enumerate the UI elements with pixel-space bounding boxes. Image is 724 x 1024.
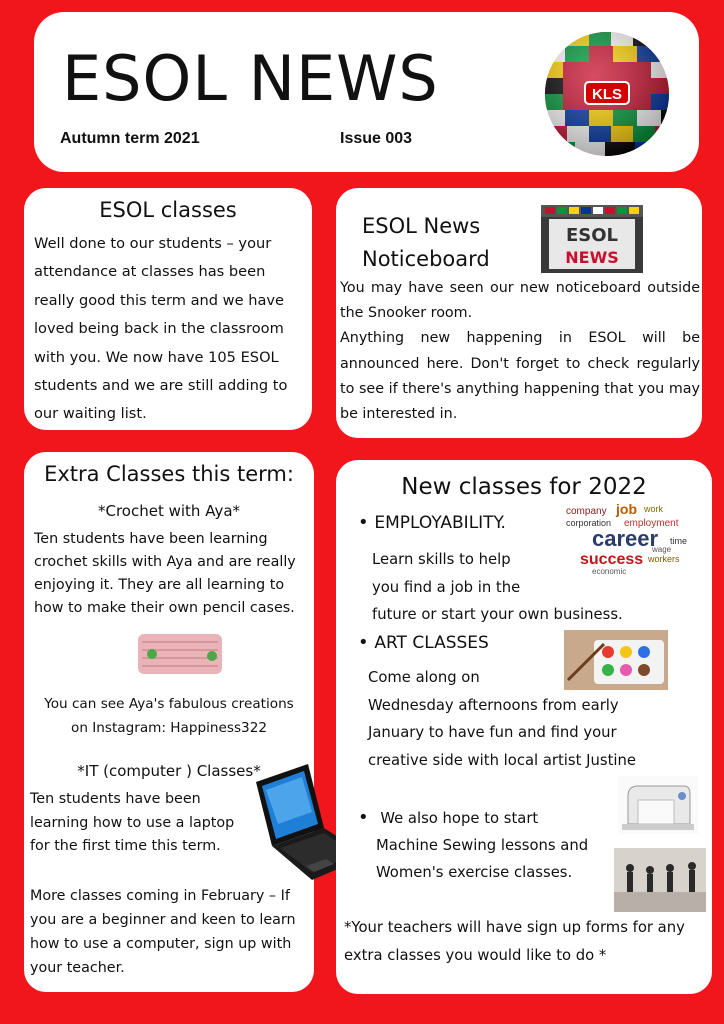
hope-line1: We also hope to start: [380, 810, 539, 827]
newsletter-title: ESOL NEWS: [62, 42, 439, 115]
art-classes-heading: [358, 632, 489, 653]
flag-globe-logo: [537, 24, 677, 164]
svg-text:economic: economic: [592, 567, 627, 576]
esol-classes-body: Well done to our students – your attendance at classes has been really good this term and we have loved being back in the classroom with you. We now have 105 ESOL students and we are still adding to our waiting list.: [34, 235, 288, 423]
logo-text: KLS: [592, 86, 622, 103]
crochet-pencil-case-image: [132, 626, 228, 682]
svg-text:time: time: [670, 536, 688, 546]
exercise-class-image: [614, 848, 706, 912]
instagram-line1: You can see Aya's fabulous creations: [44, 696, 294, 712]
art-classes-body: [368, 664, 688, 774]
svg-text:work: work: [644, 504, 664, 514]
svg-text:ESOL: ESOL: [565, 225, 619, 246]
bullet-icon: •: [358, 807, 375, 828]
extra-classes-title: Extra Classes this term:: [44, 462, 294, 486]
svg-text:success: success: [580, 551, 644, 568]
bullet-icon: •: [358, 632, 375, 653]
noticeboard-body: [340, 276, 700, 427]
signup-note: *Your teachers will have sign up forms for any extra classes you would like to do *: [344, 919, 685, 964]
svg-text:company: company: [566, 506, 607, 517]
art-line4: creative side with local artist Justine: [368, 751, 636, 769]
noticeboard-title-line2: Noticeboard: [362, 247, 490, 271]
svg-text:employment: employment: [624, 518, 679, 529]
employability-heading: [358, 512, 506, 533]
svg-text:wage: wage: [652, 545, 672, 554]
instagram-line2: on Instagram: Happiness322: [71, 720, 267, 736]
employability-line2: you find a job in the: [372, 578, 521, 596]
header-card: [34, 12, 699, 172]
art-line1: Come along on: [368, 669, 480, 686]
svg-text:corporation: corporation: [566, 518, 612, 528]
employability-line1: Learn skills to help: [372, 551, 511, 568]
bullet-icon: •: [358, 512, 375, 533]
it-classes-body: Ten students have been learning how to use a laptop for the first time this term.: [30, 791, 235, 855]
employability-title: EMPLOYABILITY.: [374, 513, 506, 533]
sewing-machine-image: [618, 776, 698, 834]
svg-text:career: career: [592, 526, 659, 551]
svg-text:NEWS: NEWS: [565, 248, 619, 267]
noticeboard-title: [362, 210, 490, 276]
noticeboard-card: [336, 188, 702, 438]
new-classes-card: [336, 460, 712, 994]
more-classes-body: More classes coming in February – If you are a beginner and keen to learn how to use a computer, sign up with your teacher.: [30, 888, 296, 976]
art-line3: January to have fun and find your: [368, 724, 617, 742]
esol-classes-title: ESOL classes: [99, 198, 237, 222]
issue-label: Issue 003: [340, 130, 413, 147]
noticeboard-para2: Anything new happening in ESOL will be announced here. Don't forget to check regularly to see if there's anything happening that you may be interested in.: [340, 330, 700, 423]
esol-news-board-image: [541, 205, 643, 273]
crochet-body: Ten students have been learning crochet skills with Aya and are really enjoying it. They are all learning to how to make their own pencil cases.: [34, 531, 296, 616]
hope-line3: Women's exercise classes.: [376, 864, 573, 881]
future-classes-note: [358, 804, 618, 886]
svg-text:workers: workers: [648, 554, 680, 564]
svg-text:job: job: [616, 501, 637, 517]
art-line2: Wednesday afternoons from early: [368, 696, 619, 714]
esol-classes-card: [24, 188, 312, 430]
new-classes-title: New classes for 2022: [401, 474, 647, 500]
extra-classes-card: [24, 452, 314, 992]
instagram-note: [24, 692, 314, 740]
crochet-title: *Crochet with Aya*: [97, 502, 241, 520]
it-classes-title: *IT (computer ) Classes*: [77, 762, 261, 780]
career-word-cloud-image: [562, 500, 692, 576]
term-label: Autumn term 2021: [60, 130, 200, 147]
noticeboard-para1: You may have seen our new noticeboard outside the Snooker room.: [340, 280, 700, 322]
hope-line2: Machine Sewing lessons and: [376, 837, 589, 854]
art-classes-title: ART CLASSES: [374, 633, 489, 653]
employability-line3: future or start your own business.: [372, 606, 623, 624]
noticeboard-title-line1: ESOL News: [362, 214, 481, 238]
